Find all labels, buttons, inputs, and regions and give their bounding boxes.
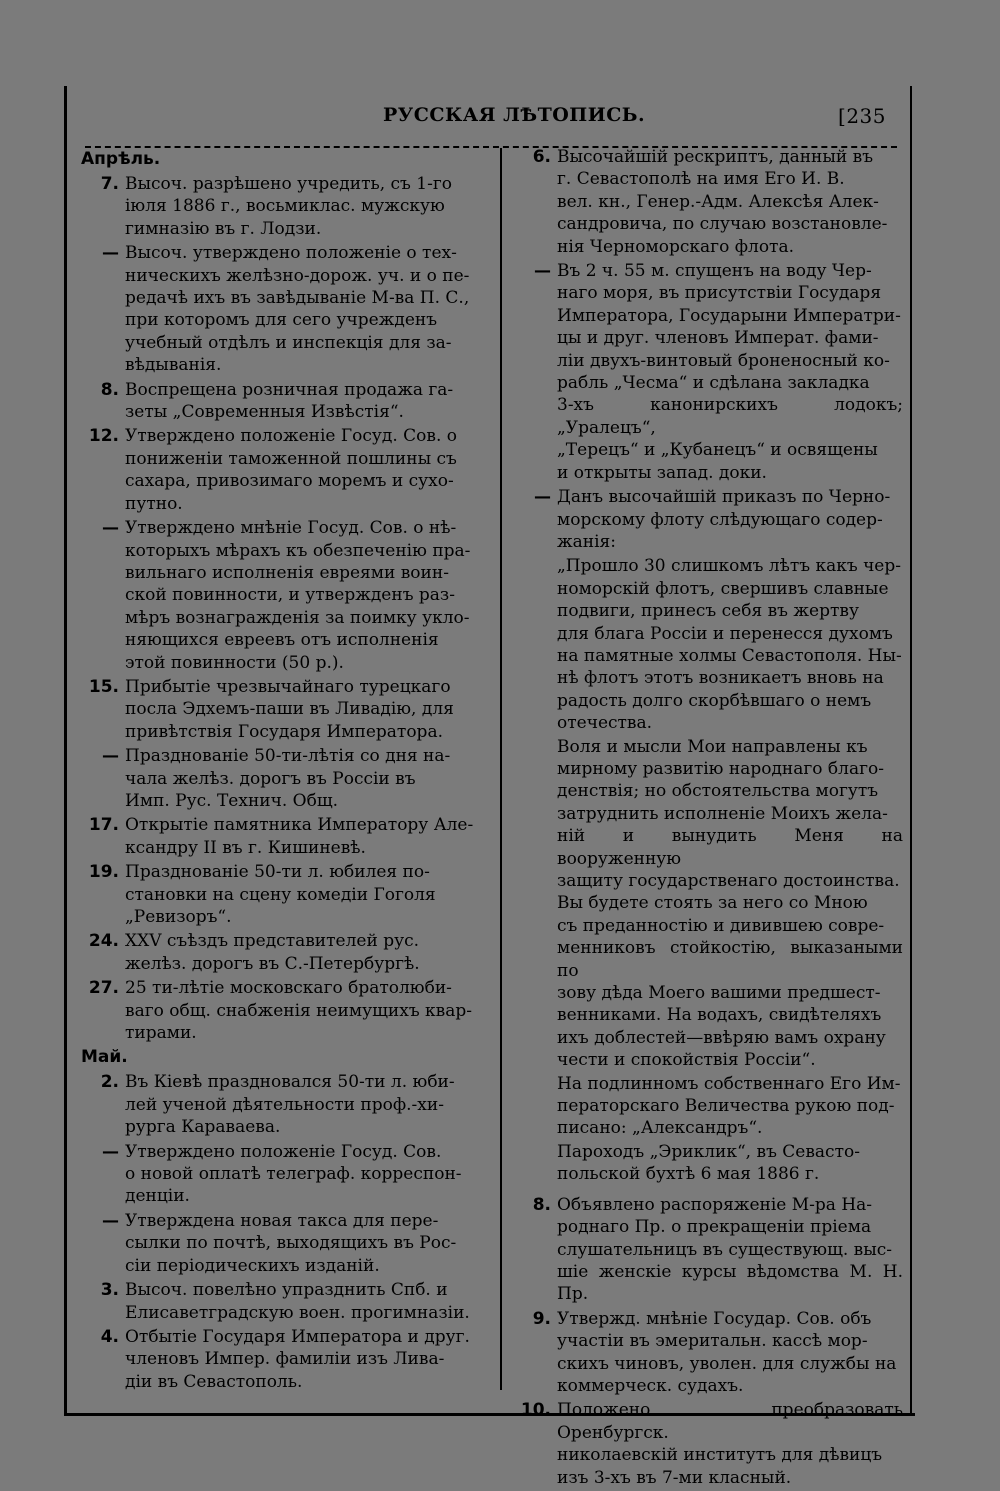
entry-day: 10. xyxy=(520,1400,551,1421)
chronicle-entry xyxy=(513,260,903,484)
entry-text: Празднованіе 50-ти-лѣтія со дня на- чала желѣз. дорогъ въ Россіи въ Имп. Рус. Технич. Общ. xyxy=(125,746,451,811)
header-title: РУССКАЯ ЛѢТОПИСЬ. xyxy=(383,104,646,126)
entry-day: 19. xyxy=(88,862,119,883)
chronicle-entry xyxy=(81,1279,489,1324)
entry-day: 2. xyxy=(100,1072,119,1093)
entry-day: — xyxy=(534,487,551,508)
order-paragraph: Воля и мысли Мои направлены къ мирному развитію народнаго благо- денствія; но обстоятельства могутъ затруднить исполненіе Моихъ жела- ній и вынудить Меня на вооруженную защиту государственаго достоинства. Вы будете стоять за него со Мною съ преданностію и дивившею совре- менниковъ стойкостію, выказаными по зову дѣда Моего вашими предшест- венниками. На водахъ, свидѣтеляхъ ихъ доблестей—ввѣряю вамъ охрану чести и спокойствія Россіи“. xyxy=(557,736,903,1071)
entry-day: 17. xyxy=(88,815,119,836)
page-number: [235 xyxy=(838,104,886,128)
chronicle-entry xyxy=(81,1071,489,1138)
order-signature: На подлинномъ собственнаго Его Им- ператорскаго Величества рукою под- писано: „Александръ“. xyxy=(557,1073,901,1139)
entry-text: Отбытіе Государя Императора и друг. членовъ Импер. фамиліи изъ Лива- діи въ Севастополь. xyxy=(125,1326,470,1392)
entry-day: 12. xyxy=(88,426,119,447)
may-entries xyxy=(81,1071,489,1393)
entry-text: Высочайшій рескриптъ, данный въ г. Севастополѣ на имя Его И. В. вел. кн., Генер.-Адм. Алексѣя Алек- сандровича, по случаю возстановле- нія Черноморскаго флота. xyxy=(557,147,888,257)
entry-day: — xyxy=(102,1210,119,1231)
entry-text: Утвержд. мнѣніе Государ. Сов. объ участіи въ эмеритальн. кассѣ мор- скихъ чиновъ, уволен. для службы на коммерческ. судахъ. xyxy=(557,1308,897,1396)
left-column xyxy=(81,146,489,1395)
column-divider xyxy=(500,148,502,1390)
chronicle-entry xyxy=(513,1194,903,1306)
page-frame xyxy=(64,86,912,1488)
entry-text: Въ Кіевѣ праздновался 50-ти л. юби- лей ученой дѣятельности проф.-хи- рурга Караваева. xyxy=(125,1072,455,1138)
chronicle-entry xyxy=(81,425,489,515)
entry-day: 8. xyxy=(100,379,119,400)
april-entries xyxy=(81,173,489,1044)
chronicle-entry xyxy=(513,1308,903,1398)
entry-day: — xyxy=(102,746,119,767)
entry-day: — xyxy=(534,261,551,282)
entry-text: Высоч. повелѣно упразднить Спб. и Елисаветградскую воен. прогимназіи. xyxy=(125,1280,470,1323)
chronicle-entry xyxy=(81,173,489,240)
chronicle-entry xyxy=(81,977,489,1044)
chronicle-entry xyxy=(81,745,489,812)
entry-day: 7. xyxy=(100,174,119,194)
entry-text: Утверждена новая такса для пере- сылки по почтѣ, выходящихъ въ Рос- сіи періодическихъ изданій. xyxy=(125,1210,457,1276)
entry-day: — xyxy=(102,518,119,539)
entry-day: 9. xyxy=(532,1308,551,1329)
chronicle-entry xyxy=(81,814,489,859)
entry-day: — xyxy=(102,243,119,264)
entry-text: Положено преобразовать Оренбургск. николаевскій институтъ для дѣвицъ изъ 3-хъ въ 7-ми класный. xyxy=(557,1400,903,1488)
entry-text: XXV съѣздъ представителей рус. желѣз. дорогъ въ С.-Петербургѣ. xyxy=(125,931,420,974)
order-dateline: Пароходъ „Эриклик“, въ Севасто- польской бухтѣ 6 мая 1886 г. xyxy=(557,1141,860,1185)
entry-text: Утверждено мнѣніе Госуд. Сов. о нѣ- которыхъ мѣрахъ къ обезпеченію пра- вильнаго исполненія евреями воин- ской повинности, и утвержденъ раз- мѣръ вознагражденія за поимку укло- няющихся евреевъ отъ исполненія этой повинности (50 р.). xyxy=(125,518,471,673)
month-heading-april: Апрѣль. xyxy=(81,149,161,169)
entry-text: Прибытіе чрезвычайнаго турецкаго посла Эдхемъ-паши въ Ливадію, для привѣтствія Государя Императора. xyxy=(125,676,454,742)
chronicle-entry xyxy=(81,1326,489,1393)
chronicle-entry xyxy=(81,676,489,743)
entry-day: — xyxy=(102,1141,119,1162)
entry-text: Высоч. разрѣшено учредить, съ 1-го іюля 1886 г., восьмиклас. мужскую гимназію въ г. Лодзи. xyxy=(125,174,452,239)
order-paragraph: „Прошло 30 слишкомъ лѣтъ какъ чер- номорскій флотъ, свершивъ славные подвиги, принесъ себя въ жертву для блага Россіи и перенесся духомъ на памятные холмы Севастополя. Ны- нѣ флотъ этотъ возникаетъ вновь на радость долго скорбѣвшаго о немъ отечества. xyxy=(557,556,902,734)
entry-text: Въ 2 ч. 55 м. спущенъ на воду Чер- наго моря, въ присутствіи Государя Императора, Государыни Императри- цы и друг. членовъ Императ. фами- ліи двухъ-винтовый броненосный ко- рабль „Чесма“ и сдѣлана закладка 3-хъ канонирскихъ лодокъ; „Уралецъ“, „Терецъ“ и „Кубанецъ“ и освящены и открыты запад. доки. xyxy=(557,261,903,483)
entry-text: Утверждено положеніе Госуд. Сов. о пониженіи таможенной пошлины съ сахара, привозимаго моремъ и сухо- путно. xyxy=(125,426,458,514)
entry-text: 25 ти-лѣтіе московскаго братолюби- ваго общ. снабженія неимущихъ квар- тирами. xyxy=(125,978,472,1044)
entry-day: 4. xyxy=(100,1326,119,1347)
month-heading-may: Май. xyxy=(81,1047,128,1068)
chronicle-entry xyxy=(513,146,903,258)
entry-day: 24. xyxy=(88,931,119,952)
chronicle-entry xyxy=(81,1141,489,1208)
entry-text: Празднованіе 50-ти л. юбилея по- становки на сцену комедіи Гоголя „Ревизоръ“. xyxy=(125,862,436,927)
entry-text: Воспрещена розничная продажа га- зеты „Современныя Извѣстія“. xyxy=(125,379,454,423)
chronicle-entry xyxy=(81,1210,489,1277)
running-header xyxy=(67,100,910,130)
entry-day: 15. xyxy=(88,676,119,697)
entry-text: Объявлено распоряженіе М-ра На- роднаго Пр. о прекращеніи пріема слушательницъ въ существующ. выс- шіе женскіе курсы вѣдомства М. Н. Пр. xyxy=(557,1194,903,1305)
entry-text: Данъ высочайшій приказъ по Черно- морскому флоту слѣдующаго содер- жанія: xyxy=(557,487,891,552)
entry-text: Утверждено положеніе Госуд. Сов. о новой оплатѣ телеграф. корреспон- денціи. xyxy=(125,1141,462,1207)
entry-day: 6. xyxy=(532,147,551,167)
bottom-rule xyxy=(64,1413,915,1416)
entry-day: 27. xyxy=(88,978,119,999)
chronicle-entry xyxy=(81,930,489,975)
chronicle-entry xyxy=(513,486,903,553)
chronicle-entry xyxy=(81,242,489,376)
chronicle-entry xyxy=(81,861,489,928)
entry-day: 8. xyxy=(532,1194,551,1215)
entry-text: Открытіе памятника Императору Але- ксандру II въ г. Кишиневѣ. xyxy=(125,815,474,858)
right-column xyxy=(513,146,903,1491)
entry-text: Высоч. утверждено положеніе о тех- ническихъ желѣзно-дорож. уч. и о пе- редачѣ ихъ въ завѣдываніе М-ва П. С., при которомъ для сего учрежденъ учебный отдѣлъ и инспекція для за- вѣдыванія. xyxy=(125,243,470,376)
entry-day: 3. xyxy=(100,1280,119,1301)
chronicle-entry xyxy=(81,379,489,424)
chronicle-entry xyxy=(81,517,489,674)
